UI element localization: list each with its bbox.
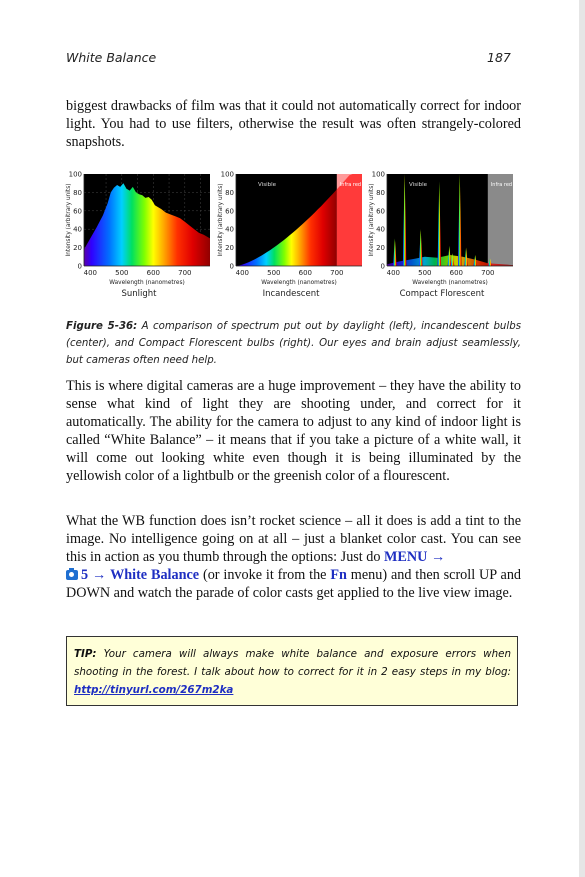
x-tick-label: 600 [298, 269, 312, 277]
x-tick-label: 700 [330, 269, 344, 277]
y-axis-label: Intensity (arbitrary units) [369, 183, 375, 257]
y-tick-label: 20 [225, 244, 234, 253]
x-axis-label: Wavelength (nanometres) [261, 280, 337, 286]
region-label-infra-red: Infra red [490, 182, 513, 188]
paragraph-film-drawbacks: biggest drawbacks of film was that it could not automatically correct for indoor light. You had to use filters, otherwise the result was often strangely-colored snapshots. [66, 98, 521, 150]
y-tick-label: 60 [376, 207, 385, 216]
spectrum-figure [64, 170, 522, 305]
tip-box [66, 636, 518, 706]
arrow-icon: → [91, 567, 107, 583]
x-tick-label: 400 [386, 269, 400, 277]
panel-label-incandescent: Incandescent [262, 289, 320, 299]
region-label-infra-red: Infra red [339, 182, 362, 188]
caption-label: Figure 5-36: [66, 321, 138, 332]
x-tick-label: 500 [418, 269, 432, 277]
camera-icon [66, 570, 78, 580]
panel-label-sunlight: Sunlight [121, 289, 157, 299]
caption-text: A comparison of spectrum put out by daylight (left), incandescent bulbs (center), and Compact Florescent bulbs (right). Our eyes and brain adjust seamlessly, but cameras often need help. [66, 321, 521, 366]
running-header-title: White Balance [66, 50, 157, 65]
x-tick-label: 400 [235, 269, 249, 277]
fn-keyword: Fn [330, 567, 347, 583]
x-tick-label: 500 [267, 269, 281, 277]
x-tick-label: 500 [115, 269, 129, 277]
tip-label: TIP: [74, 648, 97, 660]
y-tick-label: 60 [73, 207, 82, 216]
fluorescent-spectrum-chart [367, 170, 517, 288]
region-label-visible: Visible [258, 182, 277, 188]
y-tick-label: 100 [68, 170, 82, 179]
spectrum-panel-sunlight [64, 170, 214, 305]
y-tick-label: 20 [376, 244, 385, 253]
x-tick-label: 600 [449, 269, 463, 277]
panel-label-fluorescent: Compact Florescent [399, 289, 485, 299]
x-tick-label: 400 [83, 269, 97, 277]
figure-caption [66, 318, 521, 369]
y-tick-label: 100 [371, 170, 385, 179]
menu-keyword: MENU [384, 549, 428, 565]
x-tick-label: 600 [146, 269, 160, 277]
blog-link[interactable]: http://tinyurl.com/267m2ka [74, 684, 234, 696]
sunlight-spectrum-chart [64, 170, 214, 288]
wb-text-end: menu) and then scroll UP and DOWN and watch the parade of color casts get applied to the live view image. [66, 567, 522, 601]
y-tick-label: 80 [225, 188, 234, 197]
wb-text-middle: (or invoke it from the [199, 567, 331, 583]
white-balance-keyword: White Balance [110, 567, 200, 583]
y-tick-label: 0 [229, 262, 234, 271]
y-axis-label: Intensity (arbitrary units) [218, 183, 224, 257]
x-axis-label: Wavelength (nanometres) [412, 280, 488, 286]
y-tick-label: 20 [73, 244, 82, 253]
page-edge [579, 0, 585, 877]
spectrum-panel-incandescent [216, 170, 366, 305]
page-number: 187 [487, 50, 511, 65]
incandescent-spectrum-chart [216, 170, 366, 288]
x-axis-label: Wavelength (nanometres) [109, 280, 185, 286]
y-tick-label: 0 [77, 262, 82, 271]
y-tick-label: 0 [380, 262, 385, 271]
y-tick-label: 80 [73, 188, 82, 197]
tip-text: Your camera will always make white balance and exposure errors when shooting in the forest. I talk about how to correct for it in 2 easy steps in my blog: [74, 648, 511, 678]
paragraph-wb-function [66, 512, 521, 602]
y-tick-label: 40 [73, 225, 82, 234]
shooting-tab-number: 5 [81, 567, 89, 583]
paragraph-digital-cameras: This is where digital cameras are a huge improvement – they have the ability to sense what kind of light they are shooting under, and correct for it automatically. The ability for the camera to adjust to any kind of indoor light is called “White Balance” – it means that if you take a picture of a white wall, it will come out looking white even though it is being illuminated by the yellowish color of a lightbulb or the greenish color of a flourescent. [66, 378, 521, 484]
y-tick-label: 40 [225, 225, 234, 234]
x-tick-label: 700 [178, 269, 192, 277]
region-label-visible: Visible [409, 182, 428, 188]
y-tick-label: 40 [376, 225, 385, 234]
y-tick-label: 100 [220, 170, 234, 179]
spectrum-panel-fluorescent [367, 170, 517, 305]
arrow-icon: → [430, 549, 446, 565]
y-tick-label: 60 [225, 207, 234, 216]
wb-text-intro: What the WB function does isn’t rocket science – all it does is add a tint to the image. No intelligence going on at all – just a blanket color cast. You can see this in action as you thumb through the options: Just do [66, 513, 521, 565]
y-axis-label: Intensity (arbitrary units) [66, 183, 72, 257]
x-tick-label: 700 [481, 269, 495, 277]
y-tick-label: 80 [376, 188, 385, 197]
